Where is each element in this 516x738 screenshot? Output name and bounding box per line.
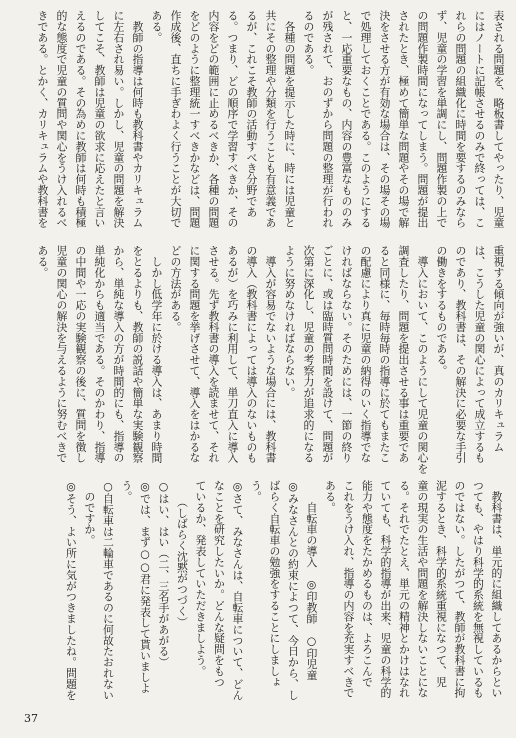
dialogue-line: ○自転車は二輪車であるのに何故たおれない [101, 480, 115, 701]
text-column: してこそ、教師は児童の欲求に応えたと言い [93, 10, 106, 228]
lower-text-block [61, 480, 505, 714]
text-column: の導入（教科書によっては導入のないものも [245, 245, 258, 463]
page-number: 37 [24, 712, 38, 725]
text-column: と、一応重要なもの、内容の豊富なもののみ [340, 10, 353, 228]
text-column: ていても、科学的指導が出来、児童の科学的 [379, 480, 392, 698]
text-column: 童の現実の生活や問題を解決しないことにな [416, 480, 429, 698]
text-column: つても、やはり科学的系統を無視しているも [471, 480, 485, 698]
text-column: ある。 [323, 480, 337, 513]
dialogue-line: ◎そう、よい所に気がつきましたね。問題を [64, 480, 78, 701]
text-column: る。つまり、どの順序で学習すべきか、その [226, 10, 239, 228]
section-heading: 自転車の導入 ◎印教師 ○印児童 [305, 480, 318, 681]
text-column: 重視する傾向が強いが、真のカリキュラム [492, 245, 505, 453]
text-column: 教師の指導は何時も教科書やカリキュラム [131, 10, 144, 228]
text-column: これをうけ入れ、指導の内容を充実すべきで [342, 480, 355, 698]
dialogue-line: ◎さて、みなさんは、自転車について、どん [231, 480, 244, 701]
text-column: のであり、教科書は、その解決に必要な手引 [454, 245, 467, 463]
text-column: しかし低学年に於ける導入は、あまり時間 [150, 245, 163, 463]
text-column: 導入が容易でないような場合には、教科書 [264, 245, 277, 463]
text-column: ければならない。そのためには、一節の終り [340, 245, 353, 463]
text-column: 次第に深化し、児童の考察力が追求的になる [302, 245, 315, 463]
text-column: あるが）を巧みに利用して、単刀直入に導入 [226, 245, 239, 463]
text-column: 単純化からも適当である。そのかわり、指導 [93, 245, 106, 463]
text-column: 各種の問題を提示した時に、時には児童と [283, 10, 296, 228]
dialogue-line: ◎では、まず○○君に発表して貰いましよ [138, 480, 152, 694]
text-column: のではない。したがつて、教師が教科書に拘 [453, 480, 466, 698]
text-column: 決をさせる方が有効な場合は、その場その場 [378, 10, 391, 228]
text-column: 調査したり、問題を提出させる事は重要であ [397, 245, 410, 463]
text-column: ず、児童の学習を単調にし、問題作製の上で [435, 10, 448, 228]
dialogue-line: う。 [120, 480, 133, 502]
text-column: に関する問題を挙げさせて、導入をはかるな [188, 245, 201, 463]
text-column: るのである。 [302, 10, 315, 76]
text-column: ある。 [150, 10, 163, 43]
middle-text-block [33, 245, 508, 475]
text-column: ると同様に、毎時毎時の指導に於てもまたこ [378, 245, 391, 463]
text-column: 内容をどの範囲に止めるべきか、各種の問題 [207, 10, 220, 228]
text-column: 共にその整理や分類を行うことも有意義であ [264, 10, 277, 228]
text-column: れらの問題の組織化に時間を要するのみなら [454, 10, 467, 228]
text-column: にはノートに記帳させるのみで終っては、こ [473, 10, 486, 228]
dialogue-line: ているか、発表していただきましよう。 [194, 480, 207, 677]
dialogue-line: ○はい、はい（二、三名手があがる） [157, 480, 170, 668]
text-column: に左右され易い。しかし、児童の問題を解決 [112, 10, 125, 228]
dialogue-line: う。 [249, 480, 263, 502]
stage-direction: （しばらく沈黙がつづく） [175, 480, 189, 628]
text-column: 表される問題を、略板書してやったり、児童 [492, 10, 505, 228]
text-column: の働きをするものである。 [435, 245, 448, 376]
text-column: えるのである。その為めに教師は何時も積極 [74, 10, 87, 228]
text-column: 泥するとき、科学的系統重視になつて、児 [434, 480, 448, 688]
text-column: をどのように整理統一すべきかなどは、問題 [188, 10, 201, 228]
text-column: る。それでたとえ、単元の精神とかけはなれ [397, 480, 411, 698]
text-column: 児童の関心の解決を与えるように努むべきで [55, 245, 68, 463]
text-column: 能力や態度をたかめるものは、よろこんで [360, 480, 374, 688]
text-column: ある。 [36, 245, 49, 278]
dialogue-line: ばらく自転車の勉強をすることにしましょ [268, 480, 281, 688]
text-column: の問題作製時間になってしまう。問題が提出 [416, 10, 429, 228]
dialogue-line: のですか。 [83, 480, 96, 546]
text-column: どの方法がある。 [169, 245, 182, 333]
text-column: の中間や一応の実験観察の後に、質問を徴し [74, 245, 87, 463]
text-column: は、こうした児童の関心によって成立するも [473, 245, 486, 463]
text-column: 導入において、このようにして児童の関心を [416, 245, 429, 474]
text-column: きである。とかく、カリキュラムや教科書を [36, 10, 49, 228]
text-column: をとるよりも、教師の説話や簡単な実験観察 [131, 245, 144, 463]
text-column: るが、これこそ教師の活動すべき分野であ [245, 10, 258, 218]
text-column: 作成後、直ちに手ぎわよく行うことが大切で [169, 10, 182, 228]
text-column: で処理しておくことである。このようにする [359, 10, 372, 228]
text-column: 的な態度で児童の質問や関心をうけ入れるべ [55, 10, 68, 228]
text-column: の配慮により真に児童の納得のいく指導でな [359, 245, 372, 463]
text-column: 教科書は、単元的に組織してあるからとい [490, 480, 503, 698]
text-column: から、単純な導入の方が時間的にも、指導の [112, 245, 125, 463]
dialogue-line: なことを研究したいか。どんな疑問をもつ [212, 480, 226, 688]
text-column: ごとに、或は臨時質問時間を設けて、問題が [321, 245, 334, 463]
dialogue-line: ◎みなさんとの約束によつて、今日から、し [286, 480, 300, 701]
text-column: されたとき、極めて簡単な問題やその場で解 [397, 10, 410, 228]
text-column: させる。先ず教科書の導入を読ませて、それ [207, 245, 220, 463]
upper-text-block [33, 10, 508, 240]
text-column: ように努めなければならない。 [283, 245, 296, 398]
text-column: が残されて、おのずから問題の整理が行われ [321, 10, 334, 228]
